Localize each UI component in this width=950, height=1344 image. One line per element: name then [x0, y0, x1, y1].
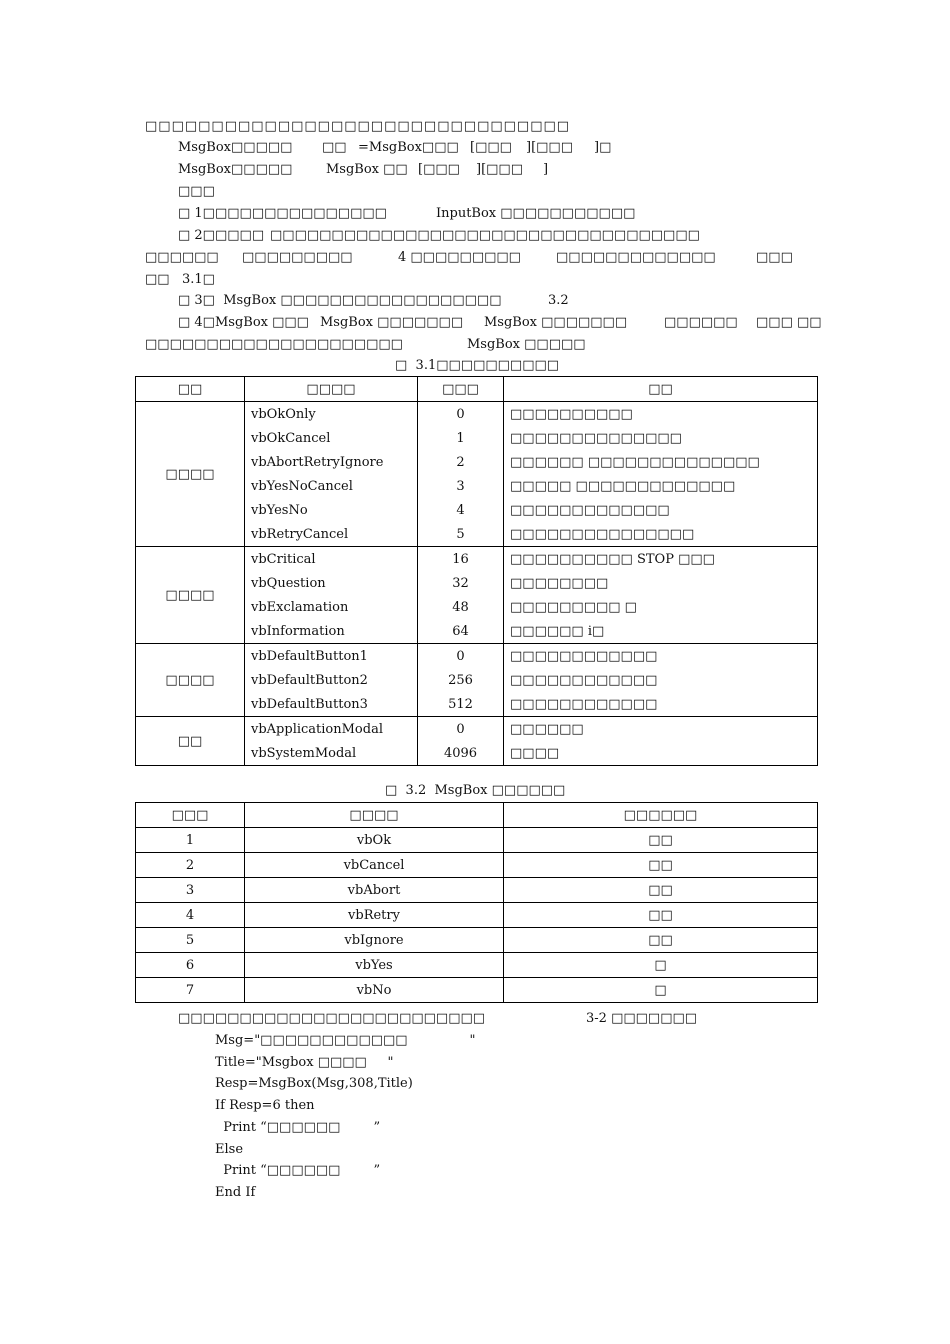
- table1-row: [136, 547, 818, 572]
- table2-header-button: □□□□□□: [504, 803, 818, 828]
- table1-const-desc: □□□□□ □□□□□□□□□□□□□: [504, 474, 818, 498]
- code-line: Resp=MsgBox(Msg,308,Title): [215, 1076, 413, 1092]
- syntax-statement-arg1: [□□□: [418, 162, 460, 177]
- table2-row: [136, 978, 818, 1003]
- table2-return-value: 4: [136, 903, 245, 928]
- table1-const-desc: □□□□□□□□□□□□: [504, 692, 818, 717]
- buttons-values-table: [135, 376, 818, 766]
- syntax-arg1: [□□□: [470, 140, 512, 155]
- code-line: Print “□□□□□□ ”: [215, 1119, 381, 1135]
- code-line: Msg="□□□□□□□□□□□□ ": [215, 1033, 476, 1048]
- syntax-statement-arg2: ][□□□: [476, 162, 523, 177]
- table1-const-value: 0: [418, 717, 504, 742]
- table2-return-value: 7: [136, 978, 245, 1003]
- table2-button-label: □□: [504, 828, 818, 853]
- table1-const-value: 16: [418, 547, 504, 572]
- table1-const-name: vbExclamation: [245, 595, 418, 619]
- table1-header-name: □□□□: [245, 377, 418, 402]
- table1-const-value: 0: [418, 402, 504, 427]
- note-4-cont-a: □□□□□□□□□□□□□□□□□□□□□: [145, 337, 403, 352]
- table1-group-label: □□□□: [136, 402, 245, 547]
- table2-button-label: □□: [504, 903, 818, 928]
- table2-button-label: □□: [504, 878, 818, 903]
- table1-const-value: 0: [418, 644, 504, 669]
- table2-const-name: vbRetry: [245, 903, 504, 928]
- note-2-cont-d: □□□□□□□□□□□□□: [556, 250, 716, 265]
- table1-const-name: vbQuestion: [245, 571, 418, 595]
- table1-const-name: vbDefaultButton1: [245, 644, 418, 669]
- table1-const-value: 4: [418, 498, 504, 522]
- table2-button-label: □: [504, 978, 818, 1003]
- note-2-b: □□□□□□□□□□□□□□□□□□□□□□□□□□□□□□□□□□□: [270, 228, 700, 243]
- syntax-function-label: MsgBox□□□□□: [178, 140, 293, 155]
- table1-const-value: 256: [418, 668, 504, 692]
- table1-const-name: vbOkCancel: [245, 426, 418, 450]
- example-intro-b: 3-2 □□□□□□□: [586, 1011, 698, 1026]
- table1-const-name: vbInformation: [245, 619, 418, 644]
- table1-row: [136, 644, 818, 669]
- table2-button-label: □: [504, 953, 818, 978]
- table2-header-name: □□□□: [245, 803, 504, 828]
- table2-row: [136, 928, 818, 953]
- table1-const-name: vbApplicationModal: [245, 717, 418, 742]
- table1-caption: □ 3.1□□□□□□□□□□: [395, 358, 560, 373]
- table2-header-value: □□□: [136, 803, 245, 828]
- note-3-b: 3.2: [548, 293, 569, 308]
- table1-const-desc: □□□□□□ □□□□□□□□□□□□□□: [504, 450, 818, 474]
- note-2-cont-b: □□□□□□□□□: [242, 250, 353, 265]
- note-2-cont-e: □□□: [756, 250, 793, 265]
- syntax-statement-label: MsgBox□□□□□: [178, 162, 293, 177]
- table1-const-desc: □□□□□□: [504, 717, 818, 742]
- syntax-statement-end: ]: [543, 162, 549, 177]
- table1-const-value: 4096: [418, 741, 504, 766]
- table1-row: [136, 717, 818, 742]
- table1-const-value: 2: [418, 450, 504, 474]
- table2-row: [136, 953, 818, 978]
- table1-const-name: vbSystemModal: [245, 741, 418, 766]
- code-line: If Resp=6 then: [215, 1098, 315, 1114]
- table2-const-name: vbOk: [245, 828, 504, 853]
- table1-const-name: vbRetryCancel: [245, 522, 418, 547]
- note-4-a: □ 4□MsgBox □□□: [178, 315, 309, 330]
- note-4-c: MsgBox □□□□□□□: [484, 315, 628, 330]
- table1-const-desc: □□□□□□□□□□: [504, 402, 818, 427]
- note-2-a: □ 2□□□□□: [178, 228, 265, 243]
- table2-button-label: □□: [504, 853, 818, 878]
- note-4-e: □□□ □□: [756, 315, 822, 330]
- code-line: End If: [215, 1184, 256, 1200]
- table1-const-value: 48: [418, 595, 504, 619]
- table2-row: [136, 903, 818, 928]
- table2-return-value: 3: [136, 878, 245, 903]
- table1-const-desc: □□□□□□□□□□□□: [504, 644, 818, 669]
- syntax-arg2: ][□□□: [526, 140, 573, 155]
- note-1-a: □ 1□□□□□□□□□□□□□□□: [178, 206, 387, 221]
- table1-group-label: □□□□: [136, 644, 245, 717]
- table2-caption: □ 3.2 MsgBox □□□□□□: [385, 783, 566, 798]
- table1-const-name: vbDefaultButton2: [245, 668, 418, 692]
- table1-group-label: □□□□: [136, 547, 245, 644]
- note-4-d: □□□□□□: [664, 315, 738, 330]
- table1-const-desc: □□□□□□□□□□ STOP □□□: [504, 547, 818, 572]
- note-2-cont-c: 4 □□□□□□□□□: [398, 250, 521, 265]
- table2-const-name: vbYes: [245, 953, 504, 978]
- note-3-a: □ 3□ MsgBox □□□□□□□□□□□□□□□□□□: [178, 293, 502, 308]
- table1-const-desc: □□□□□□□□□□□□□□: [504, 426, 818, 450]
- table1-header-value: □□□: [418, 377, 504, 402]
- intro-line-1: □□□□□□□□□□□□□□□□□□□□□□□□□□□□□□□□: [145, 119, 571, 134]
- note-2-cont-a: □□□□□□: [145, 250, 219, 265]
- table2-const-name: vbNo: [245, 978, 504, 1003]
- table1-const-value: 5: [418, 522, 504, 547]
- table2-header-row: [136, 803, 818, 828]
- table1-const-desc: □□□□□□□□□□□□□: [504, 498, 818, 522]
- table1-header-row: [136, 377, 818, 402]
- syntax-func-call: =MsgBox□□□: [358, 140, 459, 155]
- syntax-var: □□: [322, 140, 347, 155]
- syntax-statement: MsgBox □□: [326, 162, 408, 177]
- table2-return-value: 1: [136, 828, 245, 853]
- table1-const-name: vbYesNoCancel: [245, 474, 418, 498]
- table1-const-desc: □□□□: [504, 741, 818, 766]
- note-2-ref: □□ 3.1□: [145, 272, 215, 287]
- table1-const-name: vbDefaultButton3: [245, 692, 418, 717]
- table2-return-value: 5: [136, 928, 245, 953]
- table1-const-value: 1: [418, 426, 504, 450]
- table1-header-desc: □□: [504, 377, 818, 402]
- table1-const-value: 3: [418, 474, 504, 498]
- note-4-b: MsgBox □□□□□□□: [320, 315, 464, 330]
- table1-header-category: □□: [136, 377, 245, 402]
- table2-row: [136, 878, 818, 903]
- syntax-end: ]□: [594, 140, 612, 155]
- table2-row: [136, 828, 818, 853]
- table1-const-desc: □□□□□□□□□□□□□□□: [504, 522, 818, 547]
- table1-const-desc: □□□□□□□□: [504, 571, 818, 595]
- note-4-cont-b: MsgBox □□□□□: [467, 337, 586, 352]
- code-line: Print “□□□□□□ ”: [215, 1163, 381, 1179]
- table1-const-desc: □□□□□□□□□ □: [504, 595, 818, 619]
- table2-const-name: vbAbort: [245, 878, 504, 903]
- note-1-b: InputBox □□□□□□□□□□□: [436, 206, 636, 221]
- table2-const-name: vbIgnore: [245, 928, 504, 953]
- table1-const-value: 512: [418, 692, 504, 717]
- table1-const-desc: □□□□□□ i□: [504, 619, 818, 644]
- code-line: Else: [215, 1141, 244, 1157]
- table1-const-name: vbYesNo: [245, 498, 418, 522]
- table2-button-label: □□: [504, 928, 818, 953]
- table2-return-value: 2: [136, 853, 245, 878]
- code-line: Title="Msgbox □□□□ ": [215, 1054, 394, 1070]
- table1-group-label: □□: [136, 717, 245, 766]
- table1-const-name: vbAbortRetryIgnore: [245, 450, 418, 474]
- table1-const-value: 64: [418, 619, 504, 644]
- table1-row: [136, 402, 818, 427]
- return-values-table: [135, 802, 818, 1003]
- table1-const-value: 32: [418, 571, 504, 595]
- table2-const-name: vbCancel: [245, 853, 504, 878]
- table1-const-name: vbCritical: [245, 547, 418, 572]
- table1-const-name: vbOkOnly: [245, 402, 418, 427]
- notes-heading: □□□: [178, 184, 215, 199]
- table2-return-value: 6: [136, 953, 245, 978]
- example-intro-a: □□□□□□□□□□□□□□□□□□□□□□□□□: [178, 1011, 486, 1026]
- table2-row: [136, 853, 818, 878]
- table1-const-desc: □□□□□□□□□□□□: [504, 668, 818, 692]
